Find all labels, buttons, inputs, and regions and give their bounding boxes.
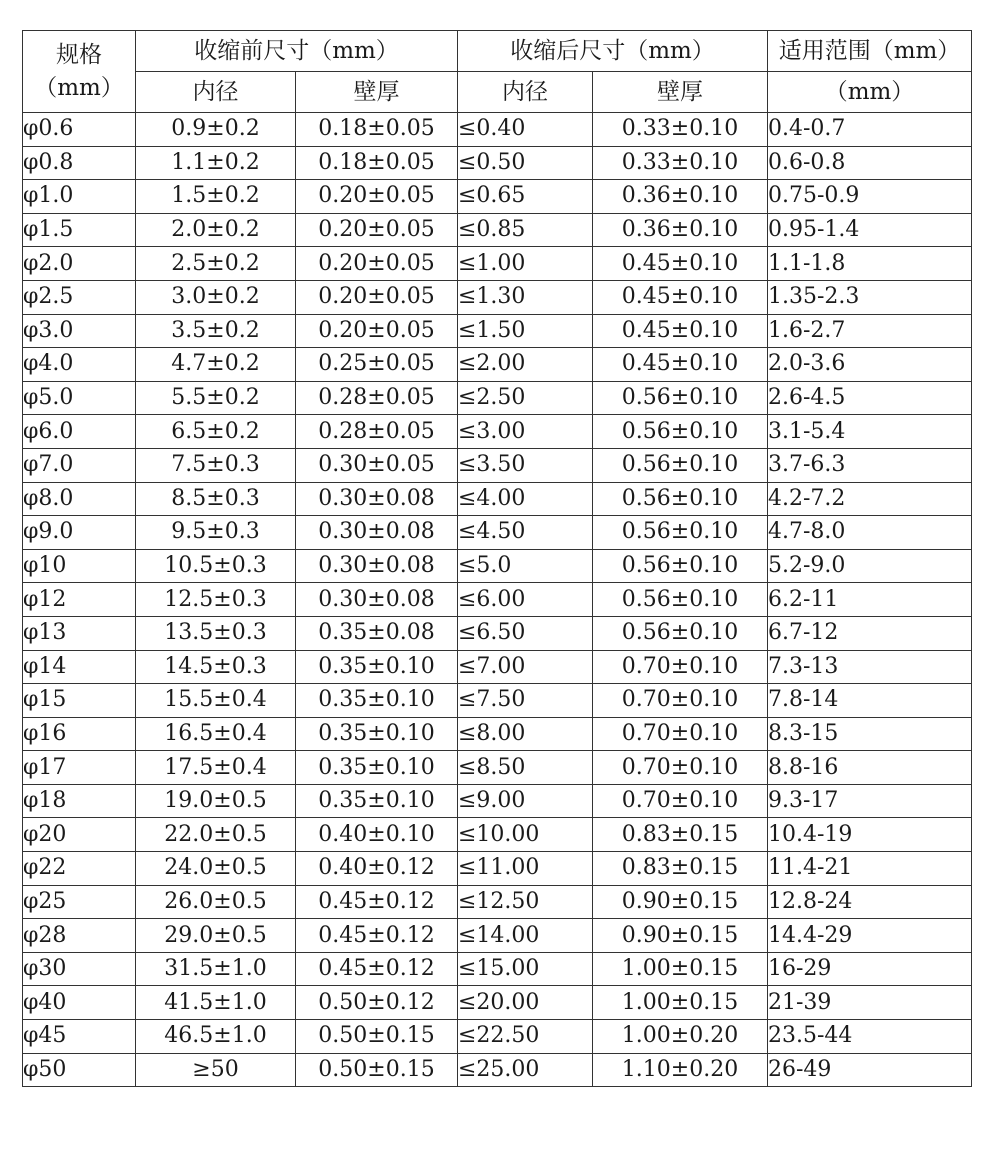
range-cell: 8.3-15 [768, 717, 972, 751]
range-cell: 4.2-7.2 [768, 482, 972, 516]
spec-cell: φ1.5 [23, 213, 136, 247]
post-wall-cell: 0.56±0.10 [593, 482, 768, 516]
spec-cell: φ16 [23, 717, 136, 751]
spec-table [22, 30, 972, 1087]
spec-cell: φ30 [23, 952, 136, 986]
spec-cell: φ1.0 [23, 180, 136, 214]
spec-cell: φ0.8 [23, 146, 136, 180]
table-row [23, 482, 972, 516]
post-inner-cell: ≤20.00 [458, 986, 593, 1020]
table-row [23, 717, 972, 751]
post-wall-cell: 0.45±0.10 [593, 348, 768, 382]
post-inner-cell: ≤7.00 [458, 650, 593, 684]
range-cell: 1.6-2.7 [768, 314, 972, 348]
pre-inner-cell: 9.5±0.3 [136, 516, 296, 550]
pre-wall-cell: 0.45±0.12 [296, 952, 458, 986]
post-wall-cell: 0.90±0.15 [593, 885, 768, 919]
pre-inner-cell: 16.5±0.4 [136, 717, 296, 751]
table-row [23, 684, 972, 718]
range-cell: 0.4-0.7 [768, 113, 972, 147]
spec-cell: φ3.0 [23, 314, 136, 348]
pre-wall-cell: 0.35±0.10 [296, 784, 458, 818]
pre-inner-cell: 2.5±0.2 [136, 247, 296, 281]
table-row [23, 1053, 972, 1087]
pre-inner-cell: ≥50 [136, 1053, 296, 1087]
post-wall-header: 壁厚 [593, 72, 768, 113]
spec-cell: φ0.6 [23, 113, 136, 147]
pre-wall-cell: 0.18±0.05 [296, 113, 458, 147]
post-shrink-group-header: 收缩后尺寸（mm） [458, 31, 768, 72]
pre-wall-cell: 0.45±0.12 [296, 919, 458, 953]
table-row [23, 583, 972, 617]
range-cell: 9.3-17 [768, 784, 972, 818]
pre-wall-cell: 0.28±0.05 [296, 381, 458, 415]
table-row [23, 818, 972, 852]
post-inner-cell: ≤11.00 [458, 852, 593, 886]
pre-wall-cell: 0.28±0.05 [296, 415, 458, 449]
pre-wall-cell: 0.40±0.12 [296, 852, 458, 886]
pre-inner-cell: 14.5±0.3 [136, 650, 296, 684]
pre-wall-cell: 0.35±0.10 [296, 717, 458, 751]
range-cell: 14.4-29 [768, 919, 972, 953]
post-wall-cell: 0.56±0.10 [593, 516, 768, 550]
table-row [23, 616, 972, 650]
post-wall-cell: 0.70±0.10 [593, 684, 768, 718]
header-row-sub [23, 72, 972, 113]
pre-wall-cell: 0.35±0.08 [296, 616, 458, 650]
post-inner-cell: ≤9.00 [458, 784, 593, 818]
table-row [23, 919, 972, 953]
range-cell: 0.6-0.8 [768, 146, 972, 180]
range-cell: 7.8-14 [768, 684, 972, 718]
pre-wall-cell: 0.25±0.05 [296, 348, 458, 382]
post-wall-cell: 0.33±0.10 [593, 146, 768, 180]
post-wall-cell: 0.45±0.10 [593, 314, 768, 348]
range-cell: 6.2-11 [768, 583, 972, 617]
spec-cell: φ10 [23, 549, 136, 583]
range-cell: 11.4-21 [768, 852, 972, 886]
post-wall-cell: 0.56±0.10 [593, 549, 768, 583]
spec-cell: φ6.0 [23, 415, 136, 449]
spec-cell: φ17 [23, 751, 136, 785]
post-inner-cell: ≤0.85 [458, 213, 593, 247]
pre-wall-cell: 0.20±0.05 [296, 314, 458, 348]
spec-cell: φ40 [23, 986, 136, 1020]
range-cell: 26-49 [768, 1053, 972, 1087]
post-inner-cell: ≤15.00 [458, 952, 593, 986]
post-inner-cell: ≤4.50 [458, 516, 593, 550]
range-cell: 2.6-4.5 [768, 381, 972, 415]
post-wall-cell: 0.83±0.15 [593, 852, 768, 886]
pre-wall-cell: 0.35±0.10 [296, 650, 458, 684]
post-wall-cell: 1.00±0.15 [593, 952, 768, 986]
spec-cell: φ20 [23, 818, 136, 852]
pre-wall-cell: 0.50±0.15 [296, 1053, 458, 1087]
pre-wall-cell: 0.20±0.05 [296, 280, 458, 314]
post-inner-cell: ≤14.00 [458, 919, 593, 953]
spec-cell: φ45 [23, 1020, 136, 1054]
post-wall-cell: 0.56±0.10 [593, 616, 768, 650]
spec-cell: φ25 [23, 885, 136, 919]
post-wall-cell: 0.83±0.15 [593, 818, 768, 852]
pre-inner-cell: 10.5±0.3 [136, 549, 296, 583]
pre-wall-header: 壁厚 [296, 72, 458, 113]
pre-inner-cell: 7.5±0.3 [136, 448, 296, 482]
pre-inner-cell: 26.0±0.5 [136, 885, 296, 919]
table-row [23, 348, 972, 382]
post-inner-cell: ≤0.50 [458, 146, 593, 180]
range-cell: 21-39 [768, 986, 972, 1020]
range-cell: 6.7-12 [768, 616, 972, 650]
pre-inner-cell: 22.0±0.5 [136, 818, 296, 852]
spec-cell: φ2.0 [23, 247, 136, 281]
pre-inner-cell: 15.5±0.4 [136, 684, 296, 718]
post-inner-cell: ≤4.00 [458, 482, 593, 516]
pre-inner-cell: 31.5±1.0 [136, 952, 296, 986]
table-row [23, 751, 972, 785]
spec-cell: φ12 [23, 583, 136, 617]
pre-wall-cell: 0.18±0.05 [296, 146, 458, 180]
pre-wall-cell: 0.30±0.05 [296, 448, 458, 482]
spec-cell: φ5.0 [23, 381, 136, 415]
pre-wall-cell: 0.45±0.12 [296, 885, 458, 919]
pre-inner-cell: 17.5±0.4 [136, 751, 296, 785]
range-cell: 3.1-5.4 [768, 415, 972, 449]
post-inner-cell: ≤1.30 [458, 280, 593, 314]
range-cell: 10.4-19 [768, 818, 972, 852]
pre-wall-cell: 0.50±0.15 [296, 1020, 458, 1054]
pre-wall-cell: 0.50±0.12 [296, 986, 458, 1020]
pre-inner-cell: 0.9±0.2 [136, 113, 296, 147]
post-inner-cell: ≤12.50 [458, 885, 593, 919]
pre-wall-cell: 0.35±0.10 [296, 751, 458, 785]
range-unit-header: （mm） [768, 72, 972, 113]
table-row [23, 650, 972, 684]
table-row [23, 415, 972, 449]
spec-cell: φ2.5 [23, 280, 136, 314]
pre-wall-cell: 0.30±0.08 [296, 482, 458, 516]
pre-inner-cell: 8.5±0.3 [136, 482, 296, 516]
table-row [23, 448, 972, 482]
post-inner-header: 内径 [458, 72, 593, 113]
range-cell: 7.3-13 [768, 650, 972, 684]
post-wall-cell: 0.56±0.10 [593, 448, 768, 482]
post-inner-cell: ≤8.50 [458, 751, 593, 785]
spec-cell: φ13 [23, 616, 136, 650]
table-row [23, 852, 972, 886]
post-wall-cell: 0.36±0.10 [593, 180, 768, 214]
post-inner-cell: ≤6.00 [458, 583, 593, 617]
pre-inner-cell: 4.7±0.2 [136, 348, 296, 382]
pre-inner-cell: 29.0±0.5 [136, 919, 296, 953]
post-inner-cell: ≤2.50 [458, 381, 593, 415]
table-row [23, 885, 972, 919]
post-inner-cell: ≤7.50 [458, 684, 593, 718]
post-wall-cell: 0.90±0.15 [593, 919, 768, 953]
table-row [23, 113, 972, 147]
post-inner-cell: ≤3.50 [458, 448, 593, 482]
post-wall-cell: 0.56±0.10 [593, 381, 768, 415]
post-wall-cell: 1.00±0.15 [593, 986, 768, 1020]
table-row [23, 213, 972, 247]
range-cell: 12.8-24 [768, 885, 972, 919]
post-inner-cell: ≤5.0 [458, 549, 593, 583]
pre-inner-header: 内径 [136, 72, 296, 113]
table-row [23, 549, 972, 583]
post-inner-cell: ≤25.00 [458, 1053, 593, 1087]
post-wall-cell: 0.36±0.10 [593, 213, 768, 247]
post-inner-cell: ≤22.50 [458, 1020, 593, 1054]
table-row [23, 314, 972, 348]
pre-inner-cell: 19.0±0.5 [136, 784, 296, 818]
pre-inner-cell: 1.5±0.2 [136, 180, 296, 214]
spec-cell: φ14 [23, 650, 136, 684]
range-cell: 1.35-2.3 [768, 280, 972, 314]
spec-cell: φ4.0 [23, 348, 136, 382]
range-cell: 5.2-9.0 [768, 549, 972, 583]
pre-inner-cell: 5.5±0.2 [136, 381, 296, 415]
post-wall-cell: 1.10±0.20 [593, 1053, 768, 1087]
table-row [23, 784, 972, 818]
range-cell: 3.7-6.3 [768, 448, 972, 482]
pre-wall-cell: 0.20±0.05 [296, 180, 458, 214]
pre-wall-cell: 0.40±0.10 [296, 818, 458, 852]
post-wall-cell: 0.45±0.10 [593, 280, 768, 314]
post-inner-cell: ≤2.00 [458, 348, 593, 382]
pre-inner-cell: 1.1±0.2 [136, 146, 296, 180]
table-row [23, 516, 972, 550]
range-cell: 1.1-1.8 [768, 247, 972, 281]
post-inner-cell: ≤0.65 [458, 180, 593, 214]
spec-header-line1: 规格 [56, 42, 102, 69]
spec-cell: φ50 [23, 1053, 136, 1087]
pre-inner-cell: 2.0±0.2 [136, 213, 296, 247]
range-cell: 16-29 [768, 952, 972, 986]
post-wall-cell: 0.56±0.10 [593, 583, 768, 617]
spec-cell: φ7.0 [23, 448, 136, 482]
pre-inner-cell: 6.5±0.2 [136, 415, 296, 449]
table-body [23, 113, 972, 1087]
table-row [23, 247, 972, 281]
table-row [23, 180, 972, 214]
range-cell: 8.8-16 [768, 751, 972, 785]
post-inner-cell: ≤8.00 [458, 717, 593, 751]
spec-cell: φ8.0 [23, 482, 136, 516]
range-cell: 0.95-1.4 [768, 213, 972, 247]
spec-cell: φ22 [23, 852, 136, 886]
spec-cell: φ9.0 [23, 516, 136, 550]
range-cell: 4.7-8.0 [768, 516, 972, 550]
pre-wall-cell: 0.30±0.08 [296, 583, 458, 617]
post-wall-cell: 0.70±0.10 [593, 784, 768, 818]
post-wall-cell: 0.70±0.10 [593, 751, 768, 785]
pre-wall-cell: 0.20±0.05 [296, 213, 458, 247]
pre-wall-cell: 0.35±0.10 [296, 684, 458, 718]
pre-wall-cell: 0.30±0.08 [296, 549, 458, 583]
spec-cell: φ28 [23, 919, 136, 953]
range-cell: 2.0-3.6 [768, 348, 972, 382]
pre-inner-cell: 12.5±0.3 [136, 583, 296, 617]
pre-inner-cell: 3.0±0.2 [136, 280, 296, 314]
pre-inner-cell: 3.5±0.2 [136, 314, 296, 348]
pre-shrink-group-header: 收缩前尺寸（mm） [136, 31, 458, 72]
post-wall-cell: 1.00±0.20 [593, 1020, 768, 1054]
table-row [23, 1020, 972, 1054]
pre-inner-cell: 46.5±1.0 [136, 1020, 296, 1054]
spec-cell: φ15 [23, 684, 136, 718]
post-wall-cell: 0.70±0.10 [593, 717, 768, 751]
pre-wall-cell: 0.20±0.05 [296, 247, 458, 281]
pre-inner-cell: 13.5±0.3 [136, 616, 296, 650]
table-row [23, 381, 972, 415]
table-header [23, 31, 972, 113]
range-group-header: 适用范围（mm） [768, 31, 972, 72]
table-row [23, 952, 972, 986]
post-inner-cell: ≤3.00 [458, 415, 593, 449]
pre-inner-cell: 41.5±1.0 [136, 986, 296, 1020]
header-row-groups [23, 31, 972, 72]
table-row [23, 280, 972, 314]
spec-column-header [23, 31, 136, 113]
table-row [23, 146, 972, 180]
post-wall-cell: 0.45±0.10 [593, 247, 768, 281]
post-inner-cell: ≤1.00 [458, 247, 593, 281]
range-cell: 0.75-0.9 [768, 180, 972, 214]
post-wall-cell: 0.56±0.10 [593, 415, 768, 449]
post-inner-cell: ≤6.50 [458, 616, 593, 650]
post-inner-cell: ≤1.50 [458, 314, 593, 348]
pre-inner-cell: 24.0±0.5 [136, 852, 296, 886]
pre-wall-cell: 0.30±0.08 [296, 516, 458, 550]
spec-header-line2: （mm） [34, 74, 124, 101]
post-wall-cell: 0.70±0.10 [593, 650, 768, 684]
post-wall-cell: 0.33±0.10 [593, 113, 768, 147]
table-row [23, 986, 972, 1020]
post-inner-cell: ≤0.40 [458, 113, 593, 147]
post-inner-cell: ≤10.00 [458, 818, 593, 852]
range-cell: 23.5-44 [768, 1020, 972, 1054]
spec-cell: φ18 [23, 784, 136, 818]
